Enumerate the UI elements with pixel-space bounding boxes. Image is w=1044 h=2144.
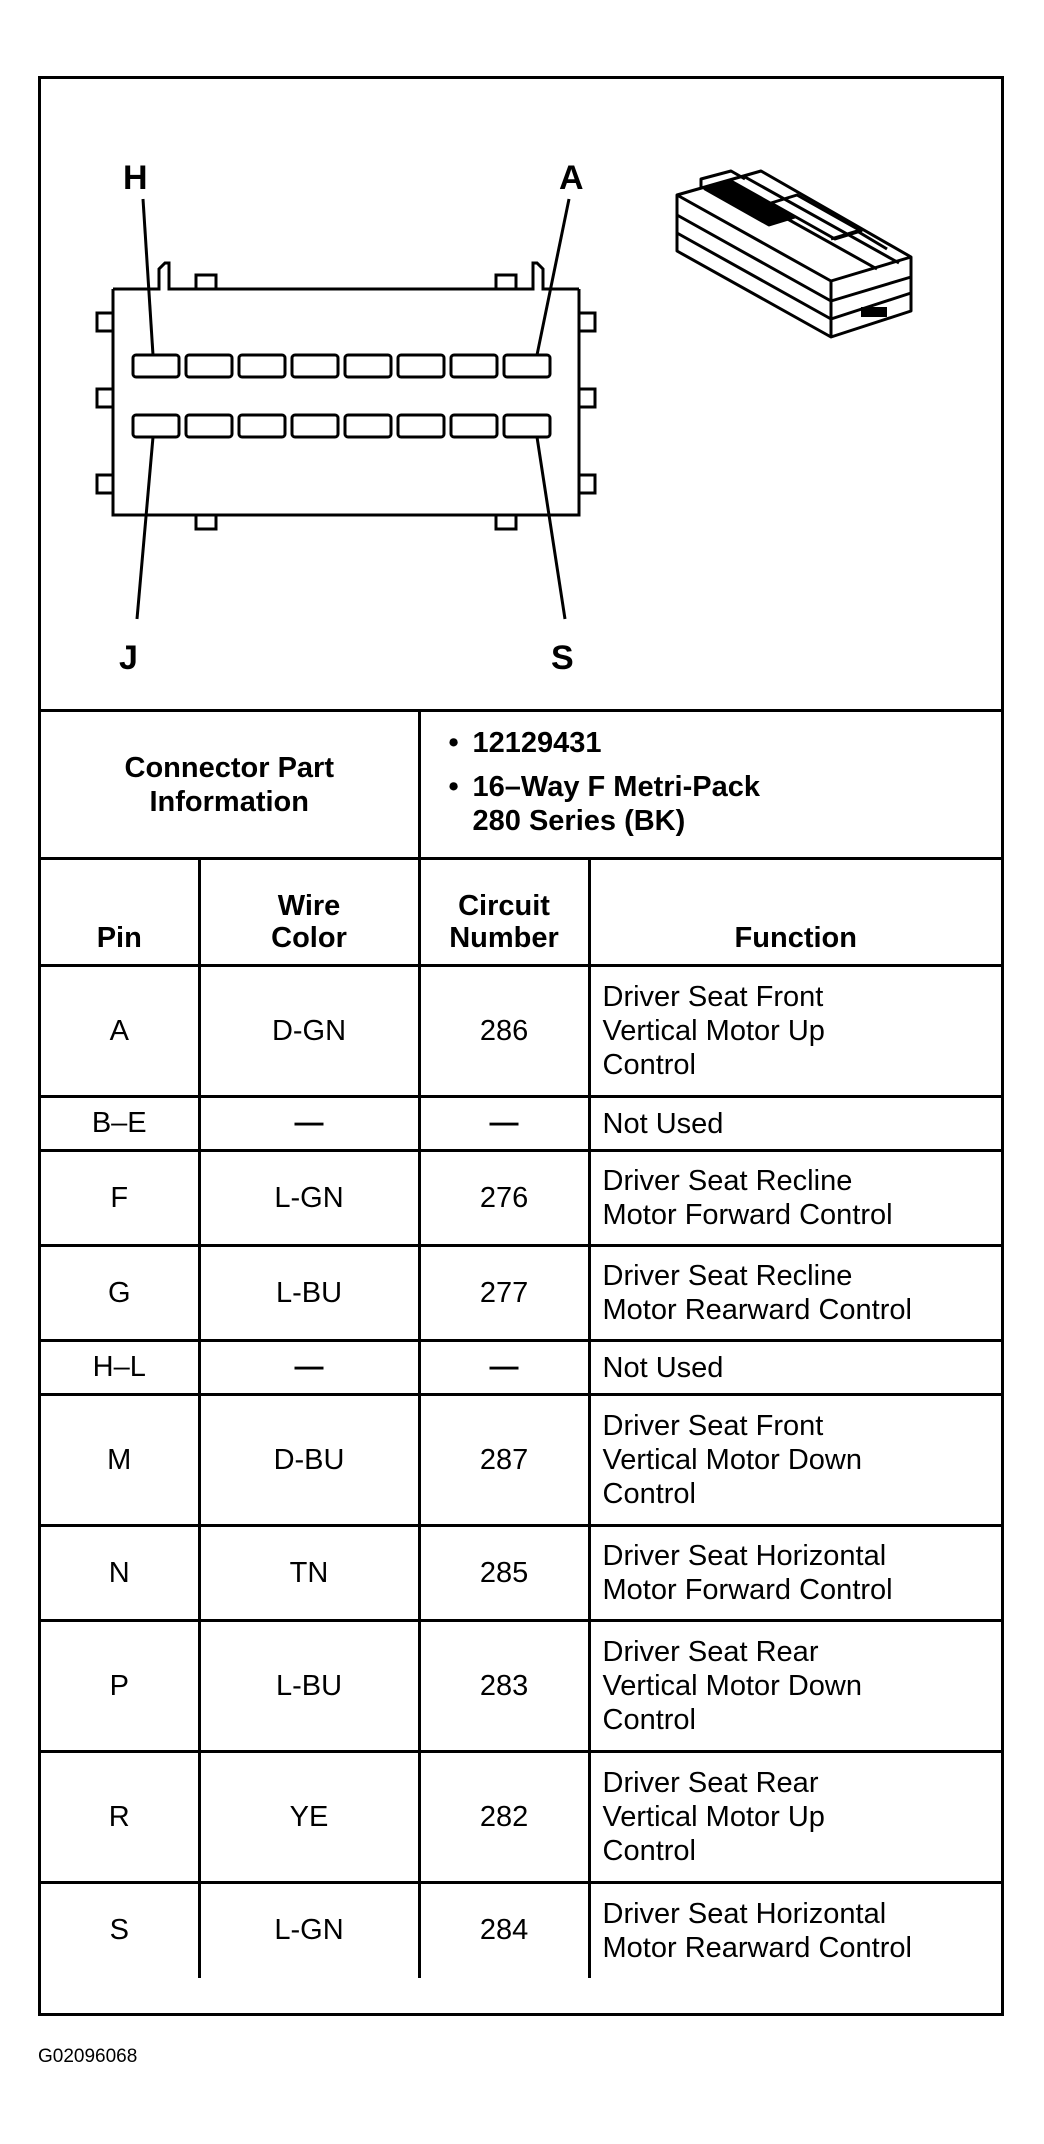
pin-cell-text: R xyxy=(108,1800,130,1833)
function-cell xyxy=(589,1341,1001,1395)
pin-cell xyxy=(41,1526,199,1621)
function-line: Driver Seat Recline xyxy=(602,1165,853,1197)
function-line: Motor Rearward Control xyxy=(602,1294,912,1326)
connector-info-label-line2: Information xyxy=(149,785,309,818)
function-line: Driver Seat Horizontal xyxy=(602,1540,887,1572)
wire-color-cell xyxy=(199,1246,419,1341)
function-cell xyxy=(589,1246,1001,1341)
table-row xyxy=(41,1341,1001,1395)
function-cell xyxy=(589,1151,1001,1246)
circuit-cell-text: — xyxy=(489,1351,519,1383)
function-line: Control xyxy=(602,1704,697,1736)
connector-description-line2: 280 Series (BK) xyxy=(472,805,686,837)
pin-cavities xyxy=(133,355,550,437)
function-cell xyxy=(589,1752,1001,1883)
connector-info-label-line1: Connector Part xyxy=(124,751,334,784)
pin-cell xyxy=(41,1097,199,1151)
pin-cell xyxy=(41,966,199,1097)
circuit-cell-text: 286 xyxy=(479,1014,529,1047)
wire-color-cell-text: YE xyxy=(289,1800,329,1833)
function-cell xyxy=(589,1883,1001,1978)
circuit-cell xyxy=(419,966,589,1097)
pin-label-a: A xyxy=(559,159,584,197)
circuit-cell-text: 284 xyxy=(479,1914,529,1947)
pin-cell-text: B–E xyxy=(91,1107,147,1139)
connector-sheet xyxy=(38,76,1004,2016)
function-line: Control xyxy=(602,1049,697,1081)
circuit-cell xyxy=(419,1341,589,1395)
wire-color-cell xyxy=(199,1341,419,1395)
circuit-cell xyxy=(419,1752,589,1883)
wire-color-cell xyxy=(199,1883,419,1978)
function-line: Driver Seat Rear xyxy=(602,1767,819,1799)
pinout-table xyxy=(41,712,1001,1978)
function-line: Driver Seat Horizontal xyxy=(602,1897,887,1930)
pin-label-h: H xyxy=(123,159,148,197)
table-row xyxy=(41,1246,1001,1341)
header-function-text: Function xyxy=(734,922,857,954)
wire-color-cell-text: — xyxy=(294,1351,324,1383)
table-row xyxy=(41,966,1001,1097)
function-line: Driver Seat Recline xyxy=(602,1260,853,1292)
pin-rows xyxy=(41,966,1001,1978)
wire-color-cell-text: L-BU xyxy=(275,1669,343,1702)
pin-cell xyxy=(41,1883,199,1978)
circuit-cell-text: 283 xyxy=(479,1669,529,1702)
table-row xyxy=(41,1621,1001,1752)
circuit-cell xyxy=(419,1097,589,1151)
wire-color-cell xyxy=(199,1526,419,1621)
table-row xyxy=(41,1526,1001,1621)
function-cell xyxy=(589,1097,1001,1151)
wire-color-cell-text: D-BU xyxy=(273,1443,345,1476)
table-row xyxy=(41,1883,1001,1978)
wire-color-cell-text: TN xyxy=(289,1556,329,1589)
connector-body xyxy=(97,263,595,529)
function-line: Vertical Motor Down xyxy=(602,1444,863,1476)
pin-cell xyxy=(41,1341,199,1395)
function-cell xyxy=(589,1395,1001,1526)
circuit-cell-text: 276 xyxy=(479,1181,529,1214)
circuit-cell-text: 277 xyxy=(479,1276,529,1309)
table-row xyxy=(41,1395,1001,1526)
wire-color-cell xyxy=(199,1395,419,1526)
pin-cell-text: A xyxy=(109,1014,129,1047)
bullet: • xyxy=(448,771,459,803)
function-line: Control xyxy=(602,1478,697,1510)
connector-info-label xyxy=(41,712,419,859)
connector-info-values xyxy=(419,712,1001,859)
wire-color-cell xyxy=(199,1752,419,1883)
bullet: • xyxy=(448,727,459,759)
function-line: Vertical Motor Down xyxy=(602,1670,863,1702)
function-line: Control xyxy=(602,1835,697,1867)
pin-cell-text: N xyxy=(108,1556,130,1589)
function-line: Vertical Motor Up xyxy=(602,1801,825,1833)
pin-cell-text: G xyxy=(107,1276,131,1309)
connector-face-drawing xyxy=(41,79,1001,712)
wire-color-cell-text: D-GN xyxy=(271,1014,347,1047)
wire-color-cell xyxy=(199,966,419,1097)
pin-cell xyxy=(41,1621,199,1752)
connector-isometric-icon xyxy=(677,171,911,337)
wire-color-cell-text: — xyxy=(294,1107,324,1139)
wire-color-cell-text: L-GN xyxy=(274,1181,344,1214)
connector-description-item xyxy=(449,770,1002,838)
pin-cell xyxy=(41,1246,199,1341)
function-line: Not Used xyxy=(602,1351,724,1384)
wire-color-cell-text: L-BU xyxy=(275,1276,343,1309)
pin-leader-lines xyxy=(137,199,569,619)
function-line: Vertical Motor Up xyxy=(602,1015,825,1047)
header-row xyxy=(41,859,1001,966)
header-circuit-line2: Number xyxy=(449,922,559,954)
part-number-item xyxy=(449,726,1002,760)
function-line: Driver Seat Rear xyxy=(602,1636,819,1668)
pin-cell-text: H–L xyxy=(92,1351,146,1383)
function-cell xyxy=(589,1526,1001,1621)
function-line: Driver Seat Front xyxy=(602,981,824,1013)
header-pin xyxy=(41,859,199,966)
circuit-cell-text: — xyxy=(489,1107,519,1139)
header-wire-color-line2: Color xyxy=(271,922,347,954)
connector-description-line1: 16–Way F Metri-Pack xyxy=(472,771,760,803)
pin-cell xyxy=(41,1752,199,1883)
circuit-cell xyxy=(419,1526,589,1621)
header-wire-color-line1: Wire xyxy=(277,890,341,922)
circuit-cell xyxy=(419,1246,589,1341)
circuit-cell-text: 285 xyxy=(479,1556,529,1589)
function-line: Not Used xyxy=(602,1107,724,1140)
pin-cell xyxy=(41,1151,199,1246)
pin-cell-text: S xyxy=(109,1914,129,1947)
function-line: Motor Rearward Control xyxy=(602,1931,912,1964)
wire-color-cell-text: L-GN xyxy=(274,1914,344,1947)
pin-cell-text: F xyxy=(110,1181,129,1214)
header-wire-color xyxy=(199,859,419,966)
function-cell xyxy=(589,966,1001,1097)
part-number: 12129431 xyxy=(472,727,602,759)
header-pin-text: Pin xyxy=(96,922,142,954)
wire-color-cell xyxy=(199,1097,419,1151)
circuit-cell xyxy=(419,1621,589,1752)
circuit-cell xyxy=(419,1395,589,1526)
circuit-cell xyxy=(419,1883,589,1978)
circuit-cell-text: 282 xyxy=(479,1800,529,1833)
table-row xyxy=(41,1097,1001,1151)
header-circuit-line1: Circuit xyxy=(458,890,550,922)
header-circuit-number xyxy=(419,859,589,966)
circuit-cell xyxy=(419,1151,589,1246)
table-row xyxy=(41,1151,1001,1246)
wire-color-cell xyxy=(199,1151,419,1246)
connector-info-row xyxy=(41,712,1001,859)
pin-label-j: J xyxy=(119,639,138,677)
wire-color-cell xyxy=(199,1621,419,1752)
pin-cell-text: M xyxy=(107,1443,132,1476)
function-line: Driver Seat Front xyxy=(602,1410,824,1442)
pin-cell xyxy=(41,1395,199,1526)
function-line: Motor Forward Control xyxy=(602,1574,893,1606)
connector-diagram xyxy=(41,79,1001,712)
header-function xyxy=(589,859,1001,966)
function-line: Motor Forward Control xyxy=(602,1199,893,1231)
pin-label-s: S xyxy=(551,639,574,677)
pin-cell-text: P xyxy=(109,1669,129,1702)
table-row xyxy=(41,1752,1001,1883)
function-cell xyxy=(589,1621,1001,1752)
figure-code: G02096068 xyxy=(38,2046,138,2067)
circuit-cell-text: 287 xyxy=(479,1443,529,1476)
